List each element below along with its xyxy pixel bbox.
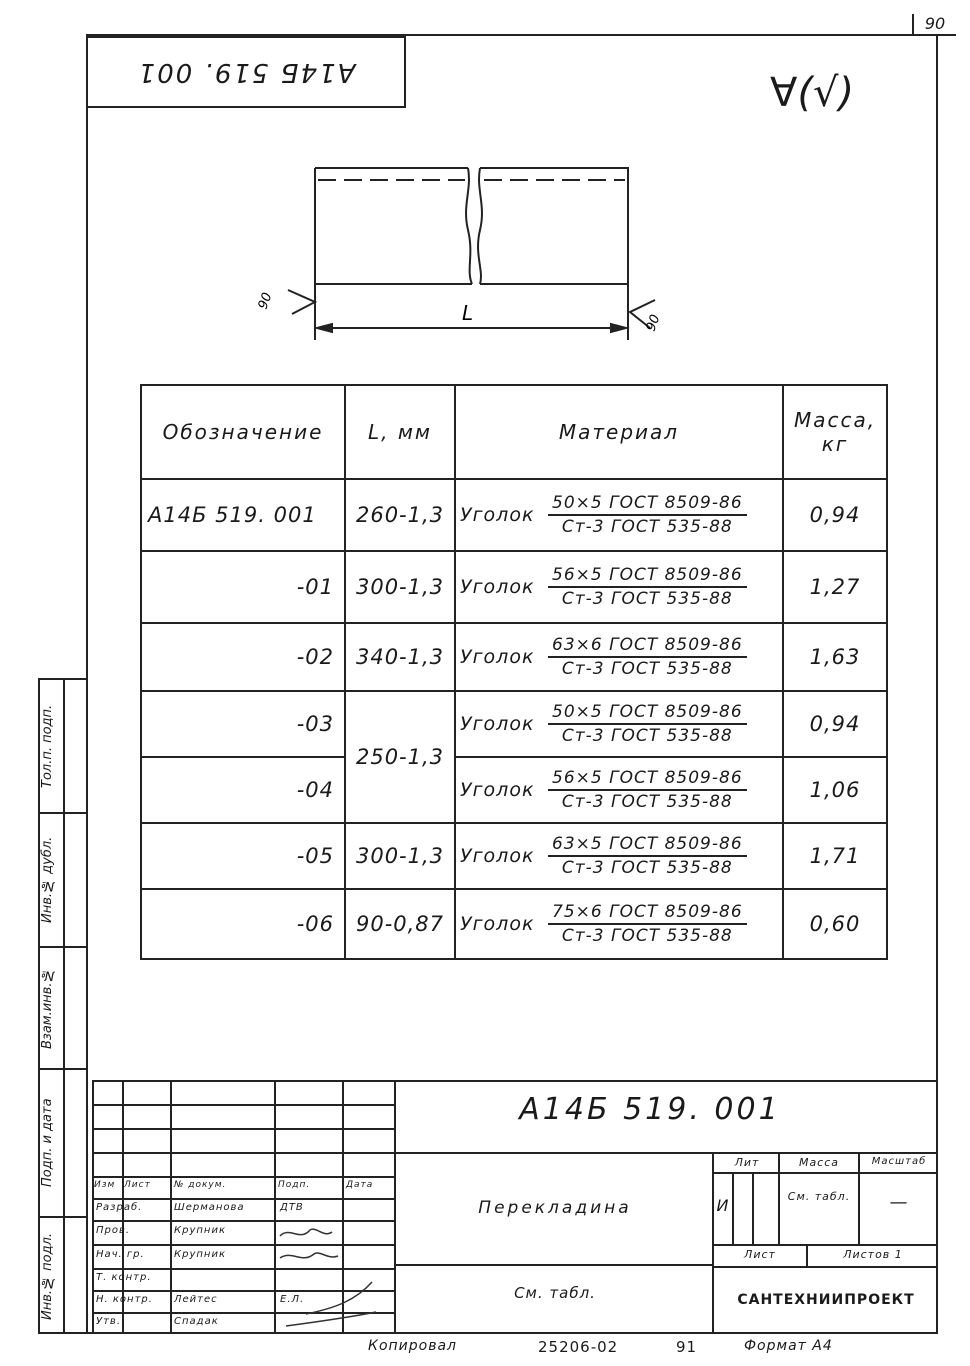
material-profile: 50×5 ГОСТ 8509-86 xyxy=(548,493,747,516)
margin-label-2: Инв.№ дубл. xyxy=(40,836,55,924)
col-sign: Подп. xyxy=(278,1180,311,1190)
lit-label: Лит xyxy=(734,1156,760,1169)
dimension-length-label: L xyxy=(462,301,474,325)
role-group-head: Нач. гр. xyxy=(96,1249,145,1260)
roughness-symbol: ∀(√) xyxy=(770,70,855,116)
table-row xyxy=(141,479,887,551)
material-steel: Ст-3 ГОСТ 535-88 xyxy=(561,926,733,946)
material-steel: Ст-3 ГОСТ 535-88 xyxy=(561,659,733,679)
name-checker: Крупник xyxy=(174,1225,226,1236)
title-material: См. табл. xyxy=(514,1284,596,1302)
title-name: Перекладина xyxy=(478,1198,632,1218)
footer-number: 25206-02 xyxy=(538,1338,619,1356)
row-mass: 0,60 xyxy=(783,889,887,959)
material-word: Уголок xyxy=(460,713,535,735)
row-code: -02 xyxy=(141,623,345,691)
row-mass: 1,71 xyxy=(783,823,887,889)
row-material xyxy=(455,757,783,823)
table-row xyxy=(141,889,887,959)
row-code: -01 xyxy=(141,551,345,623)
row-material xyxy=(455,889,783,959)
table-header-row xyxy=(141,385,887,479)
row-length-merged: 250-1,3 xyxy=(345,691,455,823)
material-profile: 56×5 ГОСТ 8509-86 xyxy=(548,565,747,588)
role-developer: Разраб. xyxy=(96,1202,143,1213)
margin-label-3: Взам.инв.№ xyxy=(40,967,55,1049)
material-profile: 50×5 ГОСТ 8509-86 xyxy=(548,702,747,725)
col-change: Изм xyxy=(94,1180,116,1190)
margin-label-1: Тол.п. подп. xyxy=(40,704,55,788)
material-profile: 63×5 ГОСТ 8509-86 xyxy=(548,834,747,857)
header-designation: Обозначение xyxy=(141,385,345,479)
scale-value: — xyxy=(889,1192,909,1213)
footer-copied: Копировал xyxy=(368,1338,457,1354)
footer-format: Формат А4 xyxy=(744,1338,833,1354)
sheet-label: Лист xyxy=(744,1248,776,1261)
mass-label: Масса xyxy=(798,1156,840,1169)
material-profile: 63×6 ГОСТ 8509-86 xyxy=(548,635,747,658)
row-length: 90-0,87 xyxy=(345,889,455,959)
row-material xyxy=(455,551,783,623)
angle-left-label: 90 xyxy=(255,290,276,312)
sheets-label: Листов 1 xyxy=(843,1248,903,1261)
row-length: 340-1,3 xyxy=(345,623,455,691)
material-steel: Ст-3 ГОСТ 535-88 xyxy=(561,792,733,812)
row-code: -04 xyxy=(141,757,345,823)
material-word: Уголок xyxy=(460,845,535,867)
specification-table xyxy=(140,384,888,960)
row-code: -05 xyxy=(141,823,345,889)
material-steel: Ст-3 ГОСТ 535-88 xyxy=(561,858,733,878)
role-norm-control: Н. контр. xyxy=(96,1294,153,1305)
material-profile: 75×6 ГОСТ 8509-86 xyxy=(548,902,747,925)
header-mass: Масса, кг xyxy=(783,385,887,479)
sign-norm-control: Е.Л. xyxy=(280,1294,305,1305)
row-mass: 0,94 xyxy=(783,479,887,551)
row-mass: 0,94 xyxy=(783,691,887,757)
name-approver: Спадак xyxy=(174,1316,219,1327)
table-row xyxy=(141,823,887,889)
angle-right-label: 90 xyxy=(643,312,664,334)
col-sheet: Лист xyxy=(124,1180,151,1190)
header-material: Материал xyxy=(455,385,783,479)
margin-label-4: Подп. и дата xyxy=(40,1098,55,1188)
row-mass: 1,63 xyxy=(783,623,887,691)
material-word: Уголок xyxy=(460,779,535,801)
title-code: А14Б 519. 001 xyxy=(519,1092,781,1127)
row-material xyxy=(455,823,783,889)
row-material xyxy=(455,691,783,757)
part-sketch xyxy=(240,160,680,360)
rotated-code-box xyxy=(86,36,406,108)
name-norm-control: Лейтес xyxy=(174,1294,218,1305)
row-code: А14Б 519. 001 xyxy=(141,479,345,551)
sheet-number: 90 xyxy=(912,14,956,36)
table-row xyxy=(141,691,887,757)
material-steel: Ст-3 ГОСТ 535-88 xyxy=(561,589,733,609)
row-material xyxy=(455,479,783,551)
role-tech-control: Т. контр. xyxy=(96,1272,152,1283)
row-length: 300-1,3 xyxy=(345,823,455,889)
material-word: Уголок xyxy=(460,913,535,935)
material-steel: Ст-3 ГОСТ 535-88 xyxy=(561,517,733,537)
name-developer: Шерманова xyxy=(174,1202,245,1213)
organization: САНТЕХНИИПРОЕКТ xyxy=(737,1292,915,1308)
material-profile: 56×5 ГОСТ 8509-86 xyxy=(548,768,747,791)
material-word: Уголок xyxy=(460,504,535,526)
role-approver: Утв. xyxy=(96,1316,121,1327)
role-checker: Пров. xyxy=(96,1225,131,1236)
col-doc: № докум. xyxy=(174,1180,227,1190)
row-mass: 1,27 xyxy=(783,551,887,623)
row-code: -06 xyxy=(141,889,345,959)
col-date: Дата xyxy=(346,1180,374,1190)
sign-developer: ДТВ xyxy=(280,1202,304,1213)
material-steel: Ст-3 ГОСТ 535-88 xyxy=(561,726,733,746)
name-group-head: Крупник xyxy=(174,1249,226,1260)
lit-value: И xyxy=(716,1196,730,1215)
margin-label-5: Инв.№ подл. xyxy=(40,1232,55,1320)
row-code: -03 xyxy=(141,691,345,757)
table-row xyxy=(141,551,887,623)
material-word: Уголок xyxy=(460,646,535,668)
mass-value: См. табл. xyxy=(787,1190,851,1203)
footer-sheet: 91 xyxy=(676,1338,698,1356)
table-row xyxy=(141,623,887,691)
material-word: Уголок xyxy=(460,576,535,598)
row-mass: 1,06 xyxy=(783,757,887,823)
row-length: 300-1,3 xyxy=(345,551,455,623)
header-length: L, мм xyxy=(345,385,455,479)
signature-scribbles xyxy=(276,1222,396,1334)
row-material xyxy=(455,623,783,691)
rotated-code-text: А14Б 519. 001 xyxy=(136,57,356,87)
table-row xyxy=(141,757,887,823)
scale-label: Масштаб xyxy=(871,1156,927,1167)
row-length: 260-1,3 xyxy=(345,479,455,551)
